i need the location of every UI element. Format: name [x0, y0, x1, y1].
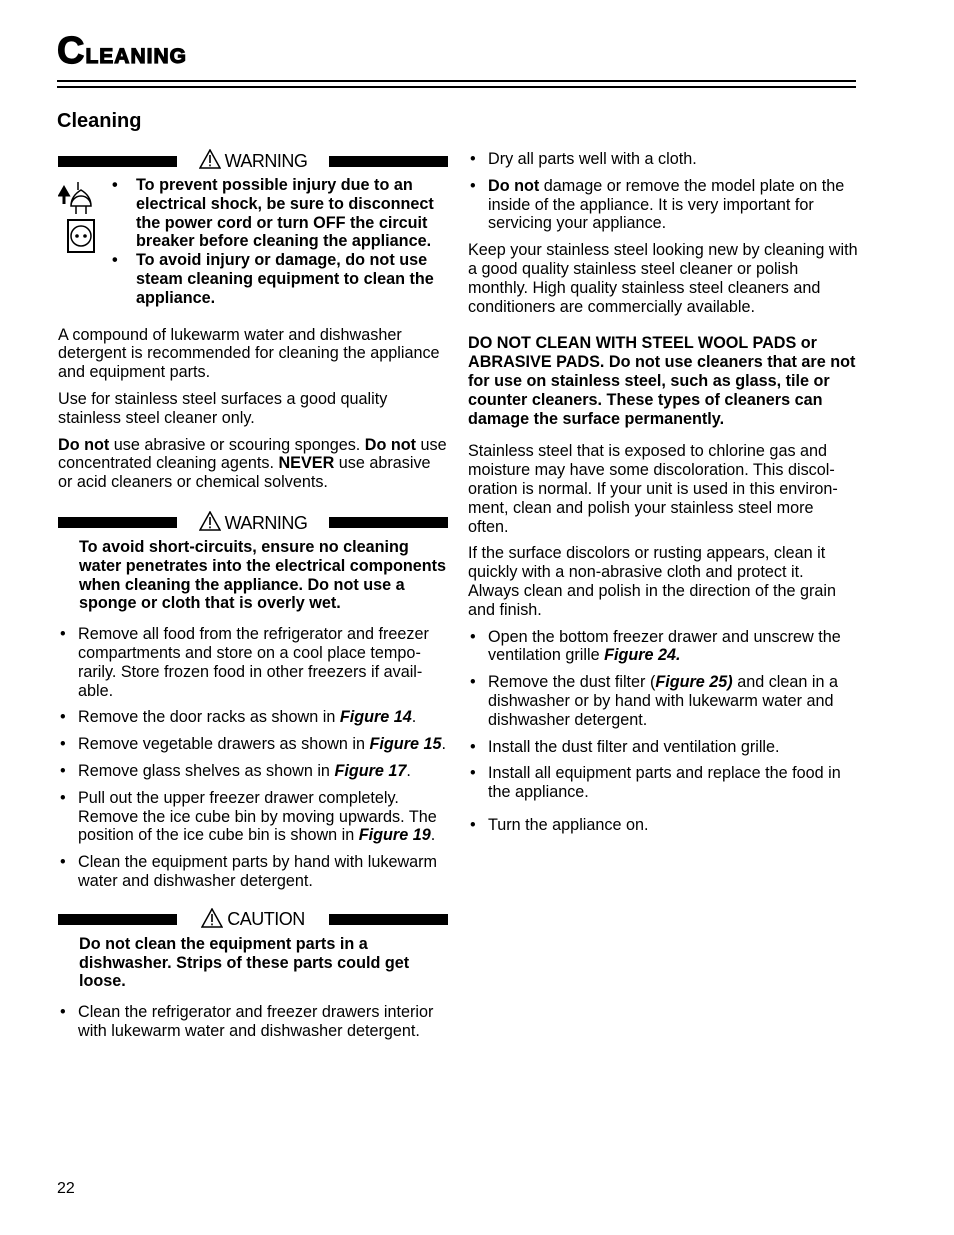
warning-box-warning [58, 150, 448, 308]
text-run: Clean the refrigerator and freezer drawers interior with lukewarm water and dishwasher detergent. [78, 1003, 434, 1040]
figure-reference: Figure 15 [369, 735, 442, 754]
text-run: A compound of lukewarm water and dishwasher detergent is recommended for cleaning the appliance and equipment parts. [58, 325, 440, 382]
bullet-icon: • [60, 1003, 66, 1022]
bullet-icon: • [470, 150, 476, 168]
warning-label-text: WARNING [224, 512, 308, 533]
bullet-item [468, 816, 858, 835]
warning-bar [58, 517, 177, 528]
bullet-icon: • [112, 176, 118, 194]
text-run: Install the dust filter and ventilation grille. [488, 737, 780, 756]
bullet-icon: • [470, 176, 476, 195]
bullet-icon: • [60, 625, 66, 644]
bold-text: Do not [488, 176, 540, 195]
text-run: Remove vegetable drawers as shown in [78, 735, 370, 754]
text-run: Stainless steel that is exposed to chlorine gas and moisture may have some discoloration. This discoloration is normal. If your unit is used in this environment, clean and polish your stainless steel more often. [468, 442, 838, 536]
left-column [58, 150, 448, 1049]
bullet-icon: • [60, 708, 66, 727]
figure-reference: Figure 17 [334, 761, 407, 780]
bullet-item [468, 150, 858, 169]
bullet-icon: • [112, 251, 118, 270]
paragraph [58, 390, 448, 428]
text-run: damage or remove the model plate on the inside of the appliance. It is very important for servicing your appliance. [488, 176, 845, 233]
warning-bar [58, 914, 177, 925]
paragraph [468, 241, 858, 316]
bullet-icon: • [60, 735, 66, 754]
bold-text: To prevent possible injury due to an electrical shock, be sure to disconnect the power cord or turn OFF the circuit breaker before cleaning the appliance. [136, 176, 434, 251]
bold-text: Do not [58, 435, 110, 454]
warning-label-text: CAUTION [227, 909, 305, 930]
text-run: . [430, 826, 436, 845]
bullet-item [110, 176, 448, 251]
bullet-icon: • [470, 673, 476, 692]
text-run: Keep your stainless steel looking new by cleaning with a good quality stainless steel cleaner or polish monthly. High quality stainless steel cleaners and conditioners are commercially available. [468, 241, 858, 316]
text-run: Pull out the upper freezer drawer completely. Remove the ice cube bin by moving upwards. The position of the ice cube bin is shown in [78, 788, 437, 845]
text-run: Install all equipment parts and replace the food in the appliance. [488, 764, 841, 802]
warning-triangle-icon [199, 511, 221, 535]
text-run: . [441, 735, 446, 754]
text-run: use concentrated cleaning agents. [58, 435, 447, 473]
warning-triangle-icon [199, 149, 221, 173]
warning-body [58, 935, 448, 991]
warning-label-text: WARNING [224, 150, 308, 171]
text-run: Turn the appliance on. [488, 815, 649, 834]
paragraph [468, 544, 858, 619]
bullet-item [468, 738, 858, 757]
warning-body [58, 176, 448, 308]
bullet-icon: • [470, 737, 476, 756]
bullet-item [58, 853, 448, 891]
bullet-item [110, 251, 448, 307]
warning-header [58, 512, 448, 534]
paragraph [58, 436, 448, 492]
paragraph [58, 326, 448, 382]
text-run: Clean the equipment parts by hand with lukewarm water and dishwasher detergent. [78, 853, 438, 890]
bold-text: NEVER [278, 454, 335, 473]
warning-label [187, 149, 319, 173]
bullet-icon: • [60, 761, 66, 780]
bold-text: To avoid short-circuits, ensure no cleaning water penetrates into the electrical components when cleaning the appliance. Do not use a sponge or cloth that is overly wet. [79, 537, 447, 613]
warning-label [187, 908, 319, 932]
bullet-item [58, 1003, 448, 1041]
page-title: Cleaning [57, 30, 187, 72]
title-rule-bottom [57, 86, 856, 88]
warning-bar [329, 156, 448, 167]
warning-header [58, 150, 448, 172]
text-run: use abrasive or acid cleaners or chemical solvents. [58, 454, 431, 492]
bullet-item [468, 764, 858, 802]
text-run: and clean in a dishwasher or by hand with lukewarm water and dishwasher detergent. [488, 673, 839, 729]
section-heading: Cleaning [57, 110, 142, 132]
figure-reference: Figure 14 [339, 708, 412, 727]
text-run: . [406, 761, 411, 780]
bullet-item [468, 673, 858, 729]
warning-box-warning [58, 512, 448, 613]
bullet-item [58, 708, 448, 727]
warning-bar [329, 914, 448, 925]
bullet-icon: • [470, 764, 476, 783]
bold-text: Do not [364, 435, 417, 454]
text-run: Remove glass shelves as shown in [78, 761, 335, 780]
figure-reference: Figure 25) [655, 673, 733, 692]
bullet-item [58, 789, 448, 845]
text-run: If the surface discolors or rusting appears, clean it quickly with a non-abrasive cloth and protect it. Always clean and polish in the direction of the grain and finish. [468, 544, 837, 619]
text-run: . [411, 708, 417, 727]
bullet-icon: • [60, 853, 66, 872]
bullet-icon: • [470, 815, 476, 834]
bold-text: Do not clean the equipment parts in a dishwasher. Strips of these parts could get loose. [79, 934, 410, 991]
bullet-item [468, 177, 858, 233]
bullet-item [468, 628, 858, 666]
title-rule-top [57, 80, 856, 82]
figure-reference: Figure 19 [358, 826, 431, 845]
warning-box-caution [58, 909, 448, 991]
paragraph [468, 442, 858, 536]
warning-header [58, 909, 448, 931]
text-run: Remove all food from the refrigerator and freezer compartments and store on a cool place temporarily. Store frozen food in other freezers if available. [78, 625, 429, 700]
text-run: Remove the door racks as shown in [78, 708, 340, 727]
warning-body [58, 538, 448, 613]
text-run: Remove the dust filter ( [488, 673, 656, 692]
warning-list [110, 176, 448, 308]
bullet-item [58, 762, 448, 781]
bullet-item [58, 625, 448, 700]
bullet-item [58, 735, 448, 754]
bold-text: DO NOT CLEAN WITH STEEL WOOL PADS or ABRASIVE PADS. Do not use cleaners that are not for use on stainless steel, such as glass, tile or counter cleaners. These types of cleaners can damage the surface permanently. [468, 334, 856, 428]
warning-triangle-icon [201, 908, 223, 932]
bold-text: To avoid injury or damage, do not use steam cleaning equipment to clean the appliance. [136, 251, 434, 307]
text-run: Open the bottom freezer drawer and unscrew the ventilation grille [488, 627, 841, 665]
bullet-icon: • [470, 627, 476, 646]
bullet-icon: • [60, 788, 66, 807]
text-run: Use for stainless steel surfaces a good quality stainless steel cleaner only. [58, 389, 388, 427]
warning-label [187, 511, 319, 535]
paragraph [468, 334, 858, 428]
warning-bar [329, 517, 448, 528]
right-column [468, 150, 858, 843]
figure-reference: Figure 24. [604, 646, 681, 665]
page-number: 22 [57, 1180, 75, 1197]
text-run: use abrasive or scouring sponges. [109, 435, 365, 454]
plug-socket-icon [58, 176, 110, 308]
text-run: Dry all parts well with a cloth. [488, 150, 697, 168]
warning-bar [58, 156, 177, 167]
